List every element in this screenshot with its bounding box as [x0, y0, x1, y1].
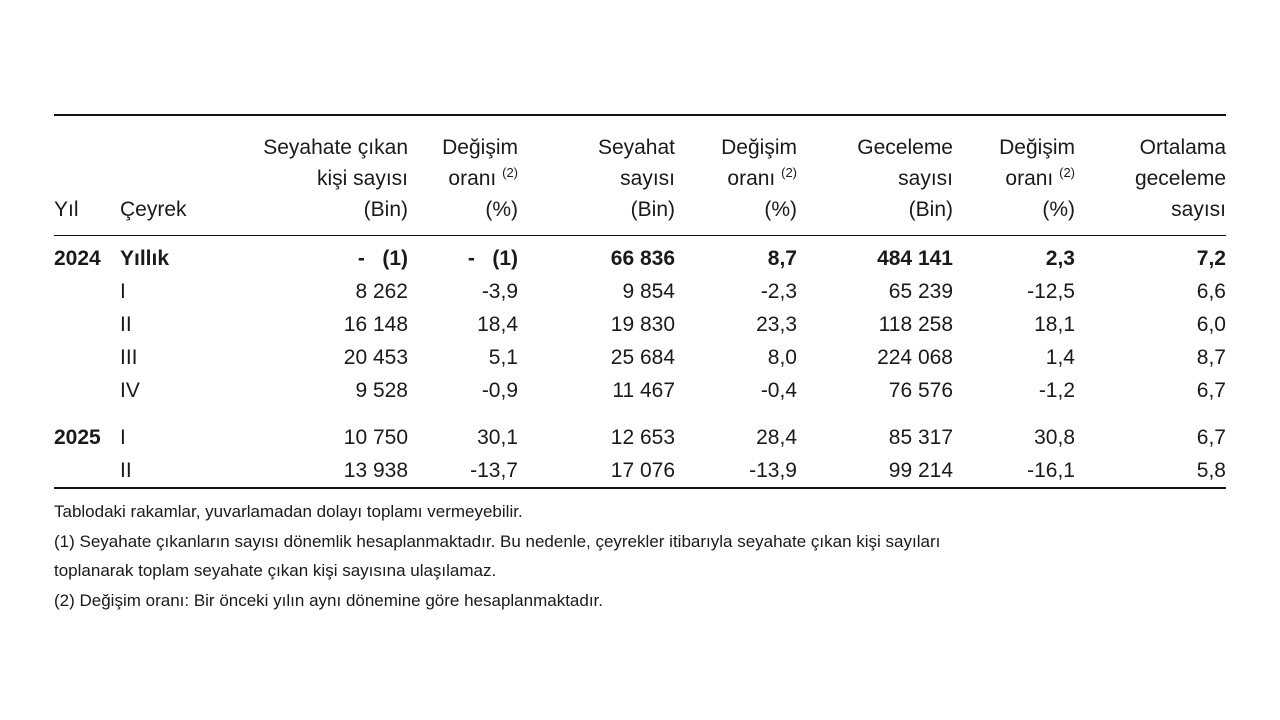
table-row	[54, 308, 1226, 341]
header-trips: Seyahat sayısı (Bin)	[597, 136, 675, 221]
cell-nights-change: 2,3	[1045, 247, 1075, 270]
table-row	[54, 275, 1226, 308]
statistics-table-container	[54, 114, 1226, 615]
header-travelers-change: Değişim oranı $^{(2)}$ (%)	[442, 136, 518, 221]
cell-trips: 11 467	[612, 379, 675, 402]
header-nights-change: Değişim oranı $^{(2)}$ (%)	[999, 136, 1075, 221]
row-quarter: IV	[120, 379, 140, 402]
cell-travelers-change: -3,9	[481, 280, 518, 303]
cell-travelers-change: 18,4	[477, 313, 518, 336]
table-row	[54, 341, 1226, 374]
cell-travelers: 8 262	[355, 280, 408, 303]
cell-travelers: 20 453	[343, 346, 408, 369]
row-quarter: III	[120, 346, 138, 369]
cell-average-nights: 6,7	[1196, 426, 1226, 449]
row-year: 2025	[54, 426, 101, 449]
header-travelers: Seyahate çıkan kişi sayısı (Bin)	[263, 136, 408, 221]
row-quarter: II	[120, 459, 132, 482]
cell-average-nights: 8,7	[1196, 346, 1226, 369]
cell-trips: 25 684	[610, 346, 675, 369]
row-year	[54, 454, 120, 487]
footnote-rounding: Tablodaki rakamlar, yuvarlamadan dolayı toplamı vermeyebilir.	[54, 502, 523, 521]
footnote-ref-2: (2)	[1059, 165, 1075, 180]
footnote-2: (2) Değişim oranı: Bir önceki yılın aynı dönemine göre hesaplanmaktadır.	[54, 590, 603, 610]
cell-trips-change: 23,3	[756, 313, 797, 336]
table-row	[54, 454, 1226, 487]
cell-trips-change: -0,4	[760, 379, 797, 402]
cell-average-nights: 5,8	[1196, 459, 1226, 482]
cell-average-nights: 6,6	[1196, 280, 1226, 303]
cell-trips-change: -2,3	[760, 280, 797, 303]
cell-nights-change: -16,1	[1027, 459, 1075, 482]
cell-trips-change: -13,9	[749, 459, 797, 482]
cell-nights: 76 576	[888, 379, 953, 402]
row-quarter: II	[120, 313, 132, 336]
header-trips-change: Değişim oranı $^{(2)}$ (%)	[721, 136, 797, 221]
cell-nights: 224 068	[877, 346, 953, 369]
row-quarter: I	[120, 426, 126, 449]
cell-trips: 19 830	[610, 313, 675, 336]
cell-trips-change: 28,4	[756, 426, 797, 449]
row-year	[54, 308, 120, 341]
header-nights: Geceleme sayısı (Bin)	[857, 136, 953, 221]
table-row	[54, 421, 1226, 454]
row-year	[54, 275, 120, 308]
row-quarter: I	[120, 280, 126, 303]
row-year	[54, 374, 120, 407]
cell-trips: 9 854	[622, 280, 675, 303]
cell-travelers: 16 148	[343, 313, 408, 336]
tourism-statistics-body	[54, 236, 1226, 487]
footnote-1-line-2: toplanarak toplam seyahate çıkan kişi sayısına ulaşılamaz.	[54, 561, 497, 580]
cell-nights: 484 141	[877, 247, 953, 270]
cell-trips-change: 8,7	[767, 247, 797, 270]
cell-travelers-change: 5,1	[488, 346, 518, 369]
cell-nights-change: -12,5	[1027, 280, 1075, 303]
footnote-ref-2: (2)	[502, 165, 518, 180]
cell-travelers: - (1)	[357, 247, 408, 270]
cell-travelers-change: 30,1	[477, 426, 518, 449]
row-spacer	[54, 407, 1226, 421]
cell-travelers: 13 938	[343, 459, 408, 482]
cell-travelers-change: - (1)	[467, 247, 518, 270]
table-header-row	[54, 116, 1226, 235]
cell-average-nights: 6,7	[1196, 379, 1226, 402]
cell-travelers: 10 750	[343, 426, 408, 449]
cell-trips: 17 076	[610, 459, 675, 482]
cell-nights: 85 317	[888, 426, 953, 449]
cell-trips-change: 8,0	[767, 346, 797, 369]
row-year: 2024	[54, 247, 101, 270]
cell-nights-change: 1,4	[1045, 346, 1075, 369]
table-footnotes	[54, 497, 1226, 615]
cell-average-nights: 6,0	[1196, 313, 1226, 336]
header-year: Yıl	[54, 198, 79, 221]
row-quarter: Yıllık	[120, 247, 170, 270]
header-quarter: Çeyrek	[120, 198, 187, 221]
cell-travelers-change: -0,9	[481, 379, 518, 402]
cell-average-nights: 7,2	[1196, 247, 1226, 270]
cell-nights: 99 214	[888, 459, 953, 482]
cell-nights-change: 30,8	[1034, 426, 1075, 449]
cell-nights: 118 258	[878, 313, 953, 336]
row-year	[54, 341, 120, 374]
table-row	[54, 374, 1226, 407]
table-row	[54, 236, 1226, 275]
footnote-1-line-1: (1) Seyahate çıkanların sayısı dönemlik hesaplanmaktadır. Bu nedenle, çeyrekler itibarıyla seyahate çıkan kişi sayıları	[54, 531, 941, 551]
cell-nights-change: -1,2	[1038, 379, 1075, 402]
cell-trips: 12 653	[610, 426, 675, 449]
header-average-nights: Ortalama geceleme sayısı	[1134, 136, 1226, 221]
cell-trips: 66 836	[610, 247, 675, 270]
cell-nights-change: 18,1	[1034, 313, 1075, 336]
table-bottom-rule	[54, 487, 1226, 489]
tourism-statistics-table	[54, 116, 1226, 235]
cell-travelers-change: -13,7	[470, 459, 518, 482]
cell-travelers: 9 528	[355, 379, 408, 402]
footnote-ref-2: (2)	[781, 165, 797, 180]
cell-nights: 65 239	[888, 280, 953, 303]
